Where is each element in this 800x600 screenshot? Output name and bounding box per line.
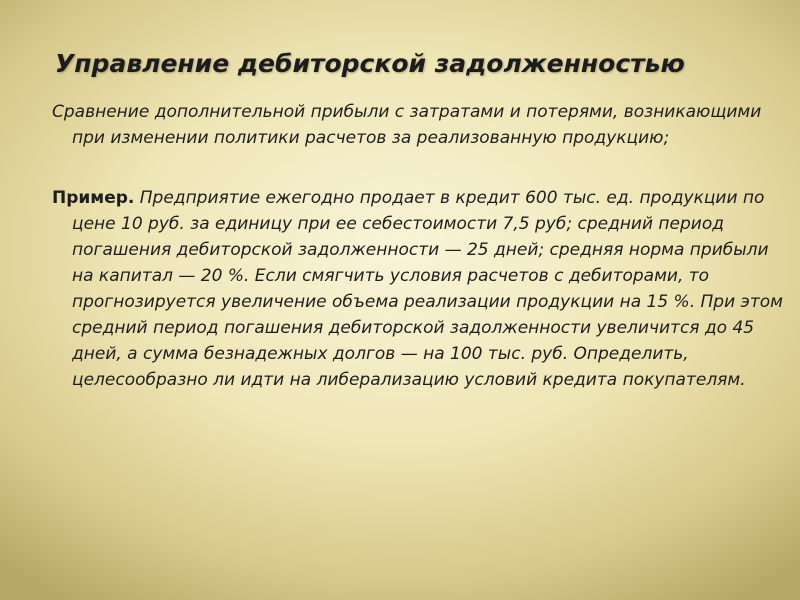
example-label: Пример. [52, 188, 135, 208]
paragraph-comparison: Сравнение дополнительной прибыли с затратами и потерями, возникающими при изменении политики расчетов за реализованную продукцию; [52, 102, 762, 148]
example-text: Предприятие ежегодно продает в кредит 600 тыс. ед. продукции по цене 10 руб. за единицу при ее себестоимости 7,5 руб; средний период погашения дебиторской задолженности — 25 дней; средняя норма прибыли на капитал — 20 %. Если смягчить условия расчетов с дебиторами, то прогнозируется увеличение объема реализации продукции на 15 %. При этом средний период погашения дебиторской задолженности увеличится до 45 дней, а сумма безнадежных долгов — на 100 тыс. руб. Определить, целесообразно ли идти на либерализацию условий кредита покупателям. [72, 188, 784, 390]
slide-title: Управление дебиторской задолженностью [55, 49, 685, 78]
paragraph-example [52, 185, 792, 393]
